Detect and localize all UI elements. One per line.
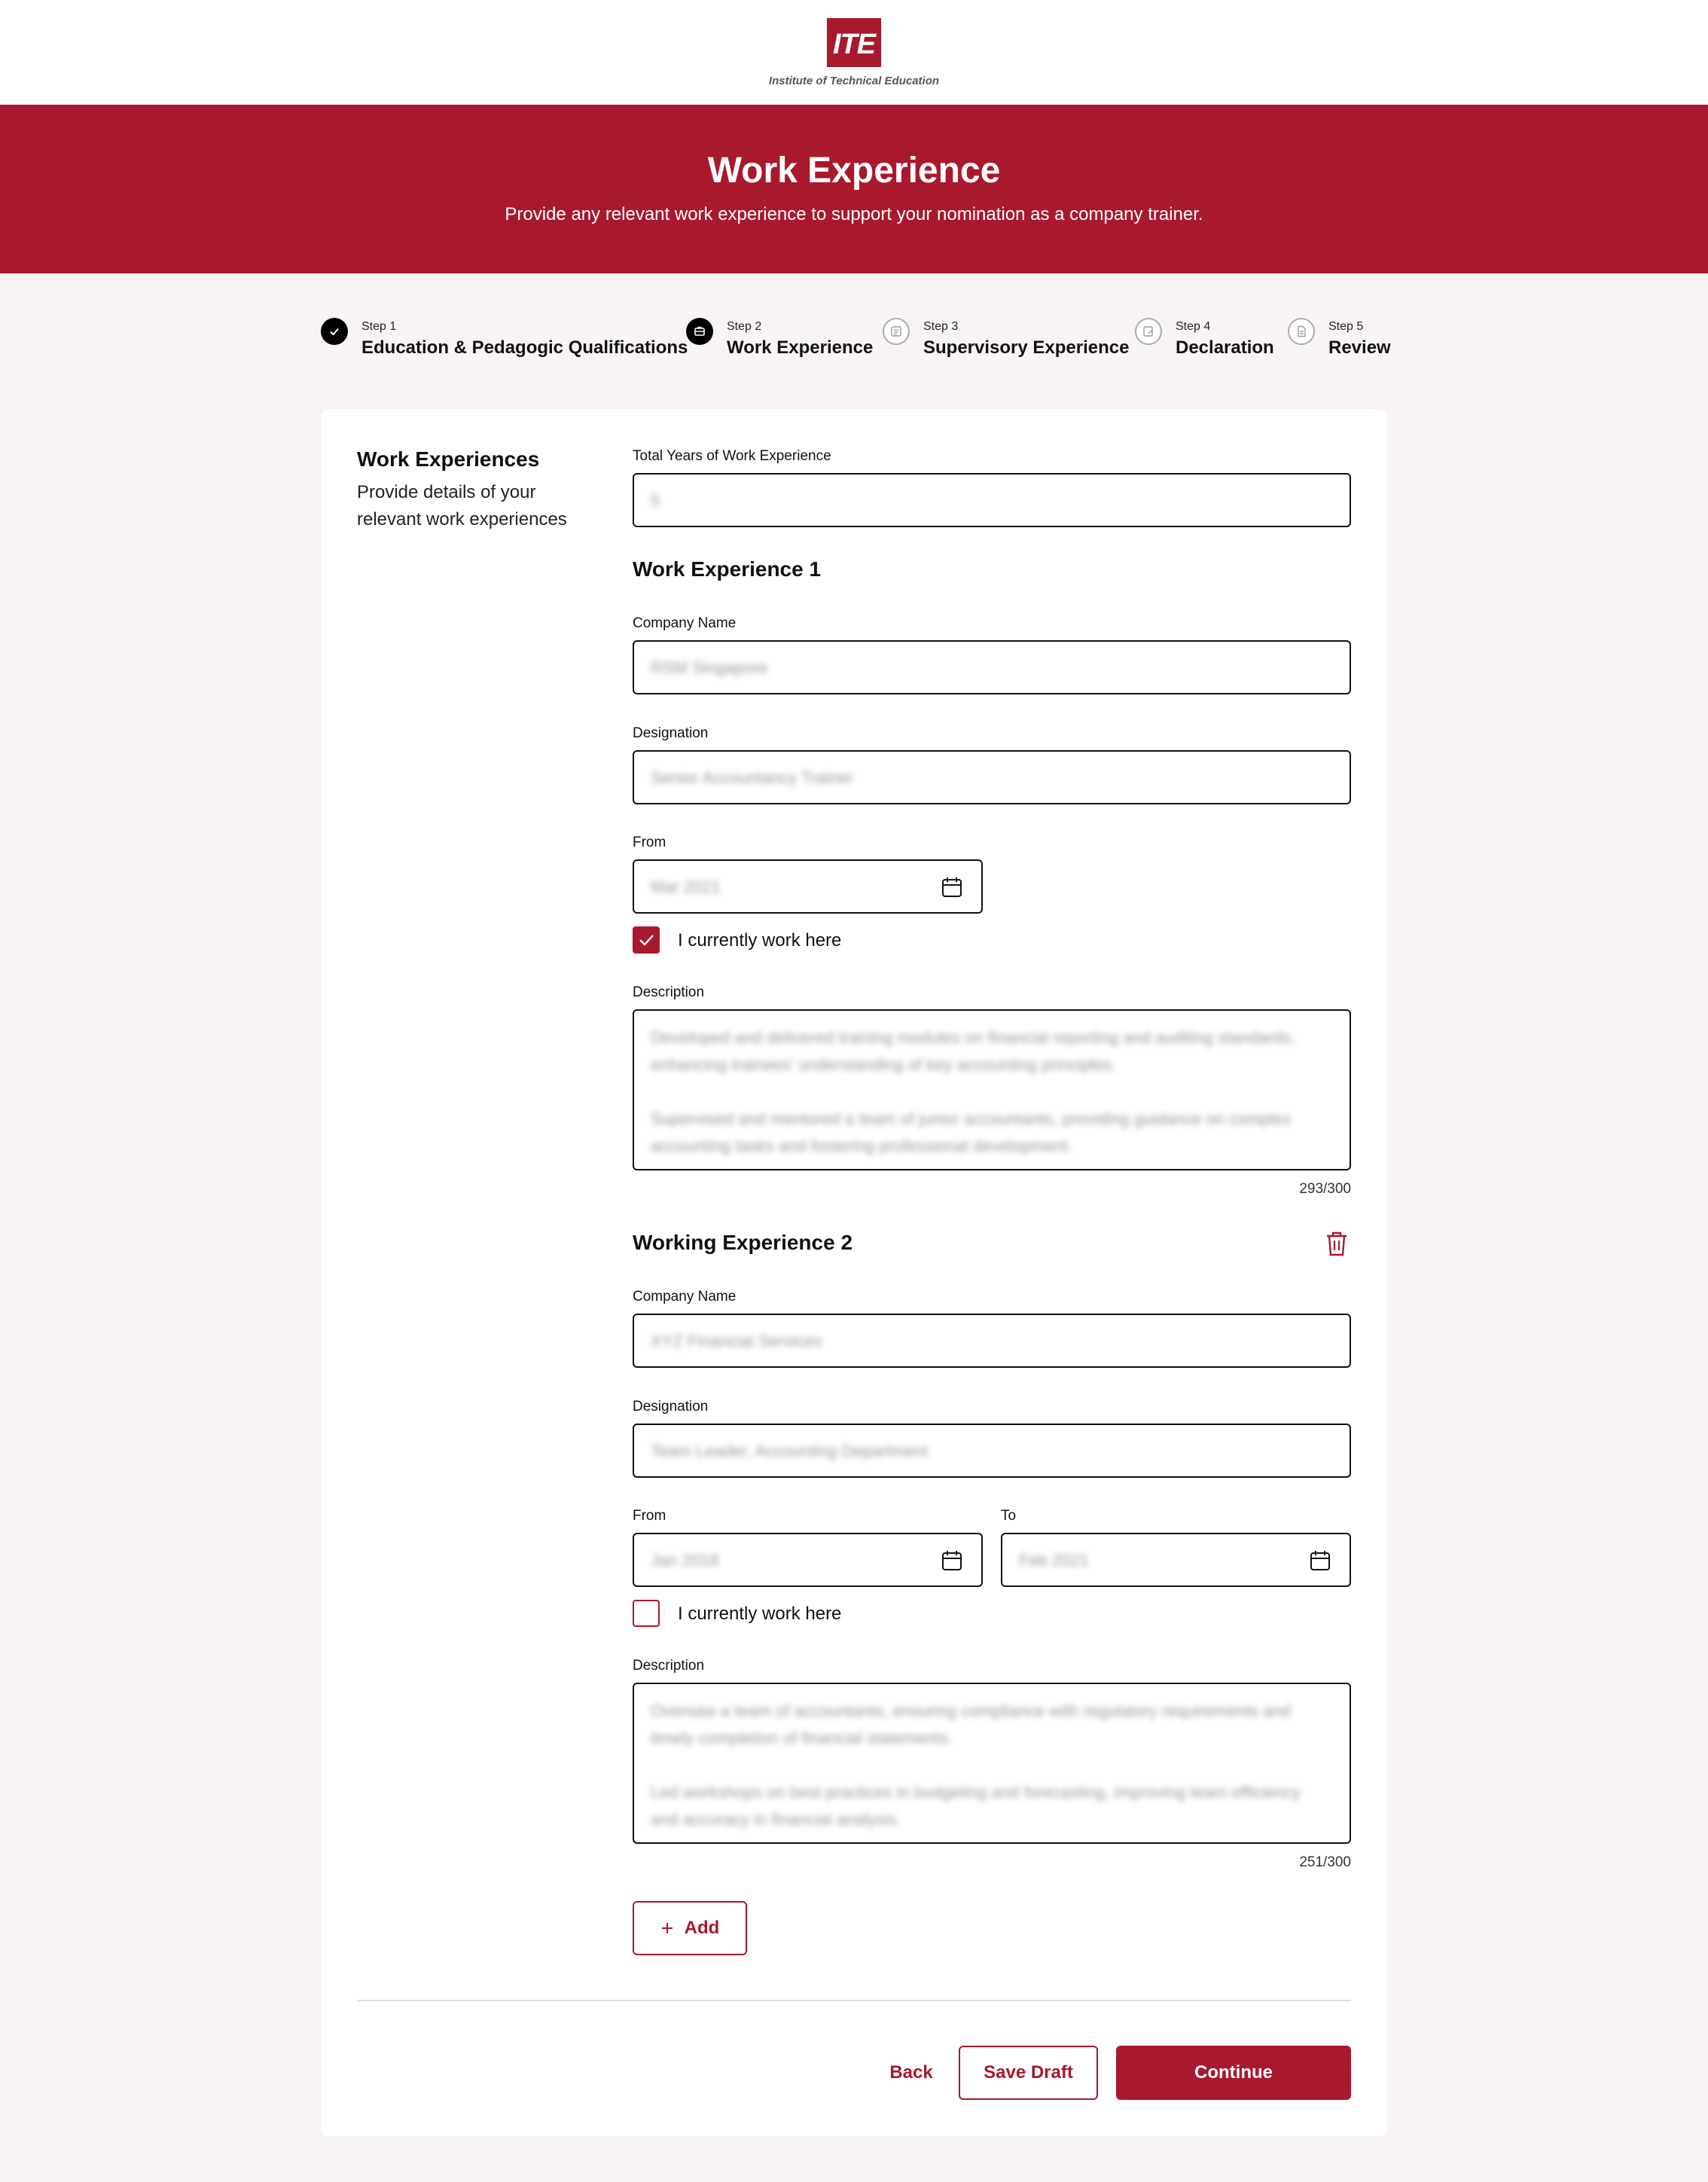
character-counter: 293/300	[1299, 1181, 1351, 1197]
description-textarea[interactable]	[633, 1009, 1351, 1170]
description-value: Developed and delivered training modules on financial reporting and auditing standards, enhancing trainees' understanding of key accounting principles. Supervised and mentored a team of junior accountants, providing guidance on complex accounting tasks and fostering professional development.	[651, 1028, 1296, 1155]
step-title: Declaration	[1176, 337, 1274, 358]
ite-logo	[827, 18, 881, 67]
company-name-input[interactable]	[633, 640, 1351, 694]
company-name-label: Company Name	[633, 615, 737, 631]
designation-input[interactable]	[633, 1424, 1351, 1478]
total-years-value: 5	[651, 491, 660, 510]
top-bar	[0, 0, 1708, 105]
description-textarea[interactable]	[633, 1683, 1351, 1844]
company-name-input[interactable]	[633, 1314, 1351, 1368]
designation-label: Designation	[633, 1399, 709, 1414]
section-heading: Work Experiences	[357, 447, 540, 471]
to-date-value: Feb 2021	[1019, 1551, 1089, 1570]
company-name-value: RSM Singapore	[651, 658, 768, 677]
company-name-value: XYZ Financial Services	[651, 1332, 822, 1350]
total-years-input[interactable]	[633, 473, 1351, 527]
current-work-label: I currently work here	[678, 930, 842, 951]
step-title: Supervisory Experience	[923, 337, 1130, 358]
from-label: From	[633, 1508, 666, 1524]
calendar-icon[interactable]	[941, 1549, 963, 1572]
from-date-input[interactable]	[633, 1533, 983, 1587]
check-icon	[321, 318, 348, 345]
designation-label: Designation	[633, 725, 709, 741]
add-button-label: Add	[684, 1918, 720, 1938]
supervisor-icon	[883, 318, 910, 345]
to-label: To	[1001, 1508, 1017, 1524]
company-name-label: Company Name	[633, 1289, 737, 1305]
description-value: Oversaw a team of accountants, ensuring compliance with regulatory requirements and timely completion of financial statements. Led workshops on best practices in budgeting and forecasting, improving team efficiency and accuracy in financial analysis.	[651, 1701, 1301, 1829]
page-banner	[0, 105, 1708, 273]
designation-value: Team Leader, Accounting Department	[651, 1442, 929, 1460]
from-date-input[interactable]	[633, 859, 983, 914]
calendar-icon[interactable]	[1309, 1549, 1331, 1572]
save-draft-button[interactable]: Save Draft	[959, 2046, 1098, 2100]
from-label: From	[633, 835, 666, 850]
designation-value: Senior Accountancy Trainer	[651, 768, 854, 787]
current-work-checkbox[interactable]	[633, 1600, 660, 1627]
from-date-value: Jan 2018	[651, 1551, 719, 1570]
description-label: Description	[633, 984, 705, 1000]
character-counter: 251/300	[1299, 1854, 1351, 1870]
review-icon	[1288, 318, 1315, 345]
to-date-input[interactable]	[1001, 1533, 1351, 1587]
section-description: Provide details of your relevant work experiences	[357, 482, 567, 529]
step-number: Step 2	[727, 320, 762, 333]
current-work-checkbox[interactable]	[633, 926, 660, 954]
declaration-icon	[1135, 318, 1162, 345]
page-title: Work Experience	[707, 151, 1001, 191]
from-date-value: Mar 2021	[651, 877, 721, 896]
plus-icon	[660, 1921, 674, 1935]
check-icon	[633, 926, 660, 954]
calendar-icon[interactable]	[941, 876, 963, 899]
divider	[357, 2000, 1351, 2001]
continue-button[interactable]: Continue	[1116, 2046, 1351, 2100]
description-label: Description	[633, 1658, 705, 1674]
step-title: Review	[1328, 337, 1391, 358]
designation-input[interactable]	[633, 750, 1351, 804]
step-title: Education & Pedagogic Qualifications	[361, 337, 688, 358]
trash-icon[interactable]	[1324, 1230, 1350, 1257]
current-work-label: I currently work here	[678, 1604, 842, 1624]
experience-1-title: Work Experience 1	[633, 557, 822, 581]
back-button[interactable]: Back	[889, 2062, 933, 2083]
logo-text: ITE	[832, 29, 876, 60]
step-title: Work Experience	[727, 337, 874, 358]
step-number: Step 1	[361, 320, 397, 333]
total-years-label: Total Years of Work Experience	[633, 448, 831, 464]
step-number: Step 4	[1176, 320, 1211, 333]
experience-2-title: Working Experience 2	[633, 1231, 853, 1254]
step-number: Step 5	[1328, 320, 1364, 333]
briefcase-icon	[686, 318, 713, 345]
page-subtitle: Provide any relevant work experience to support your nomination as a company trainer.	[505, 204, 1203, 224]
step-number: Step 3	[923, 320, 959, 333]
add-experience-button[interactable]	[633, 1901, 747, 1955]
logo-caption: Institute of Technical Education	[768, 75, 940, 87]
